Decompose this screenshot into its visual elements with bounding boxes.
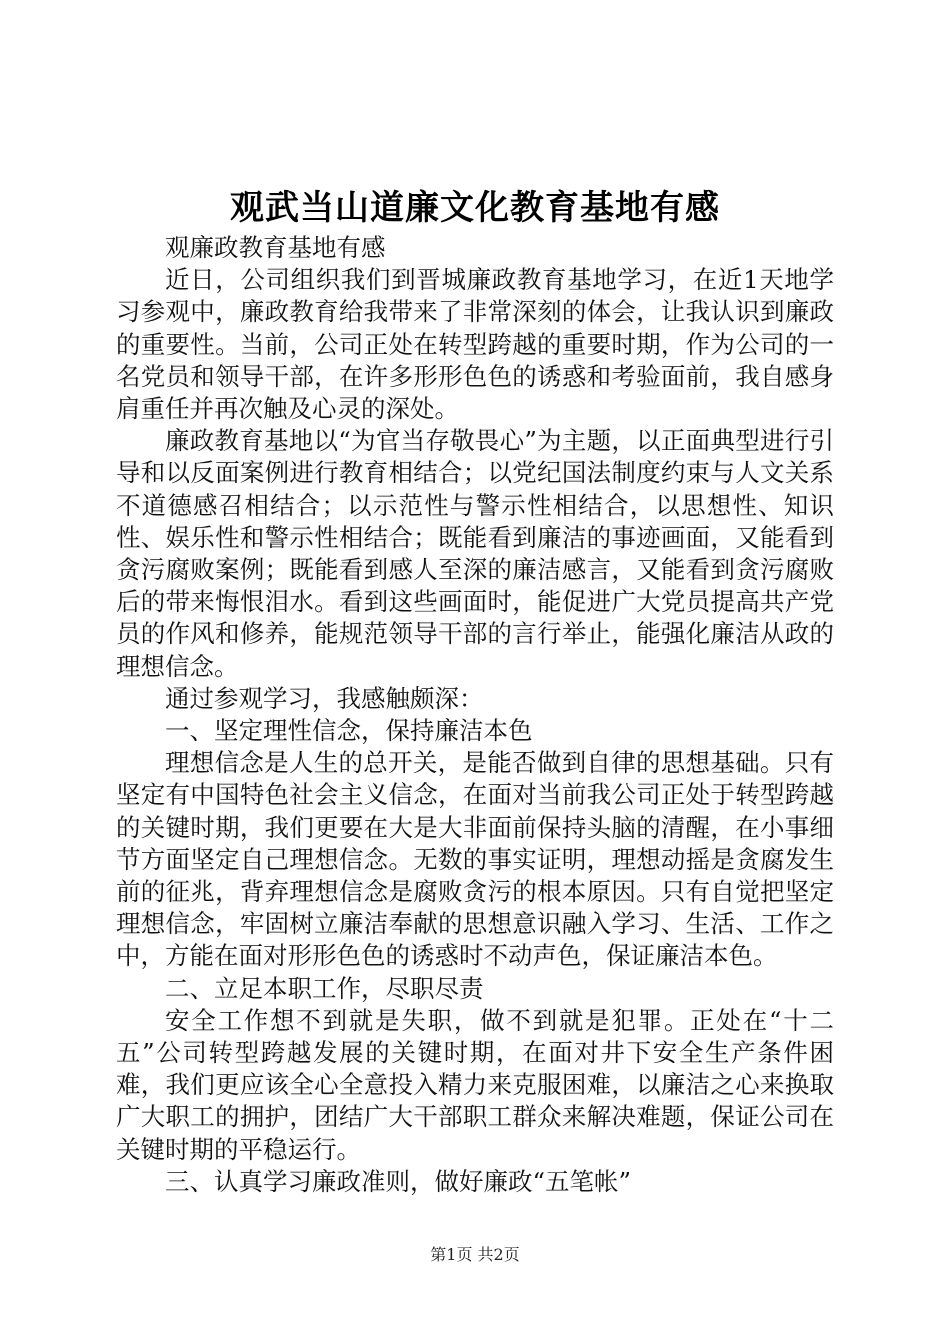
section-heading: 二、立足本职工作，尽职尽责 [165, 973, 484, 1003]
paragraph: 安全工作想不到就是失职，做不到就是犯罪。正处在“十二五”公司转型跨越发展的关键时期，在面对井下安全生产条件困难，我们更应该全心全意投入精力来克服困难，以廉洁之心来换取广大职工的拥护，团结广大干部职工群众来解决难题，保证公司在关键时期的平稳运行。 [116, 1005, 834, 1164]
paragraph: 理想信念是人生的总开关，是能否做到自律的思想基础。只有坚定有中国特色社会主义信念，在面对当前我公司正处于转型跨越的关键时期，我们更要在大是大非面前保持头脑的清醒，在小事细节方面坚定自己理想信念。无数的事实证明，理想动摇是贪腐发生前的征兆，背弃理想信念是腐败贪污的根本原因。只有自觉把坚定理想信念，牢固树立廉洁奉献的思想意识融入学习、生活、工作之中，方能在面对形形色色的诱惑时不动声色，保证廉洁本色。 [116, 748, 834, 971]
document-body [116, 232, 834, 1198]
paragraph: 廉政教育基地以“为官当存敬畏心”为主题，以正面典型进行引导和以反面案例进行教育相结合；以党纪国法制度约束与人文关系不道德感召相结合；以示范性与警示性相结合，以思想性、知识性、娱乐性和警示性相结合；既能看到廉洁的事迹画面，又能看到贪污腐败案例；既能看到感人至深的廉洁感言，又能看到贪污腐败后的带来悔恨泪水。看到这些画面时，能促进广大党员提高共产党员的作风和修养，能规范领导干部的言行举止，能强化廉洁从政的理想信念。 [116, 426, 834, 681]
section-heading: 一、坚定理性信念，保持廉洁本色 [165, 716, 533, 746]
paragraph: 近日，公司组织我们到晋城廉政教育基地学习，在近1天地学习参观中，廉政教育给我带来了非常深刻的体会，让我认识到廉政的重要性。当前，公司正处在转型跨越的重要时期，作为公司的一名党员和领导干部，在许多形形色色的诱惑和考验面前，我自感身肩重任并再次触及心灵的深处。 [116, 265, 834, 424]
document-title: 观武当山道廉文化教育基地有感 [230, 188, 720, 228]
paragraph: 通过参观学习，我感触颇深： [165, 683, 484, 713]
page-number-footer: 第1页 共2页 [430, 1245, 520, 1264]
paragraph-subtitle: 观廉政教育基地有感 [165, 233, 386, 262]
section-heading: 三、认真学习廉政准则，做好廉政“五笔帐” [165, 1166, 632, 1196]
